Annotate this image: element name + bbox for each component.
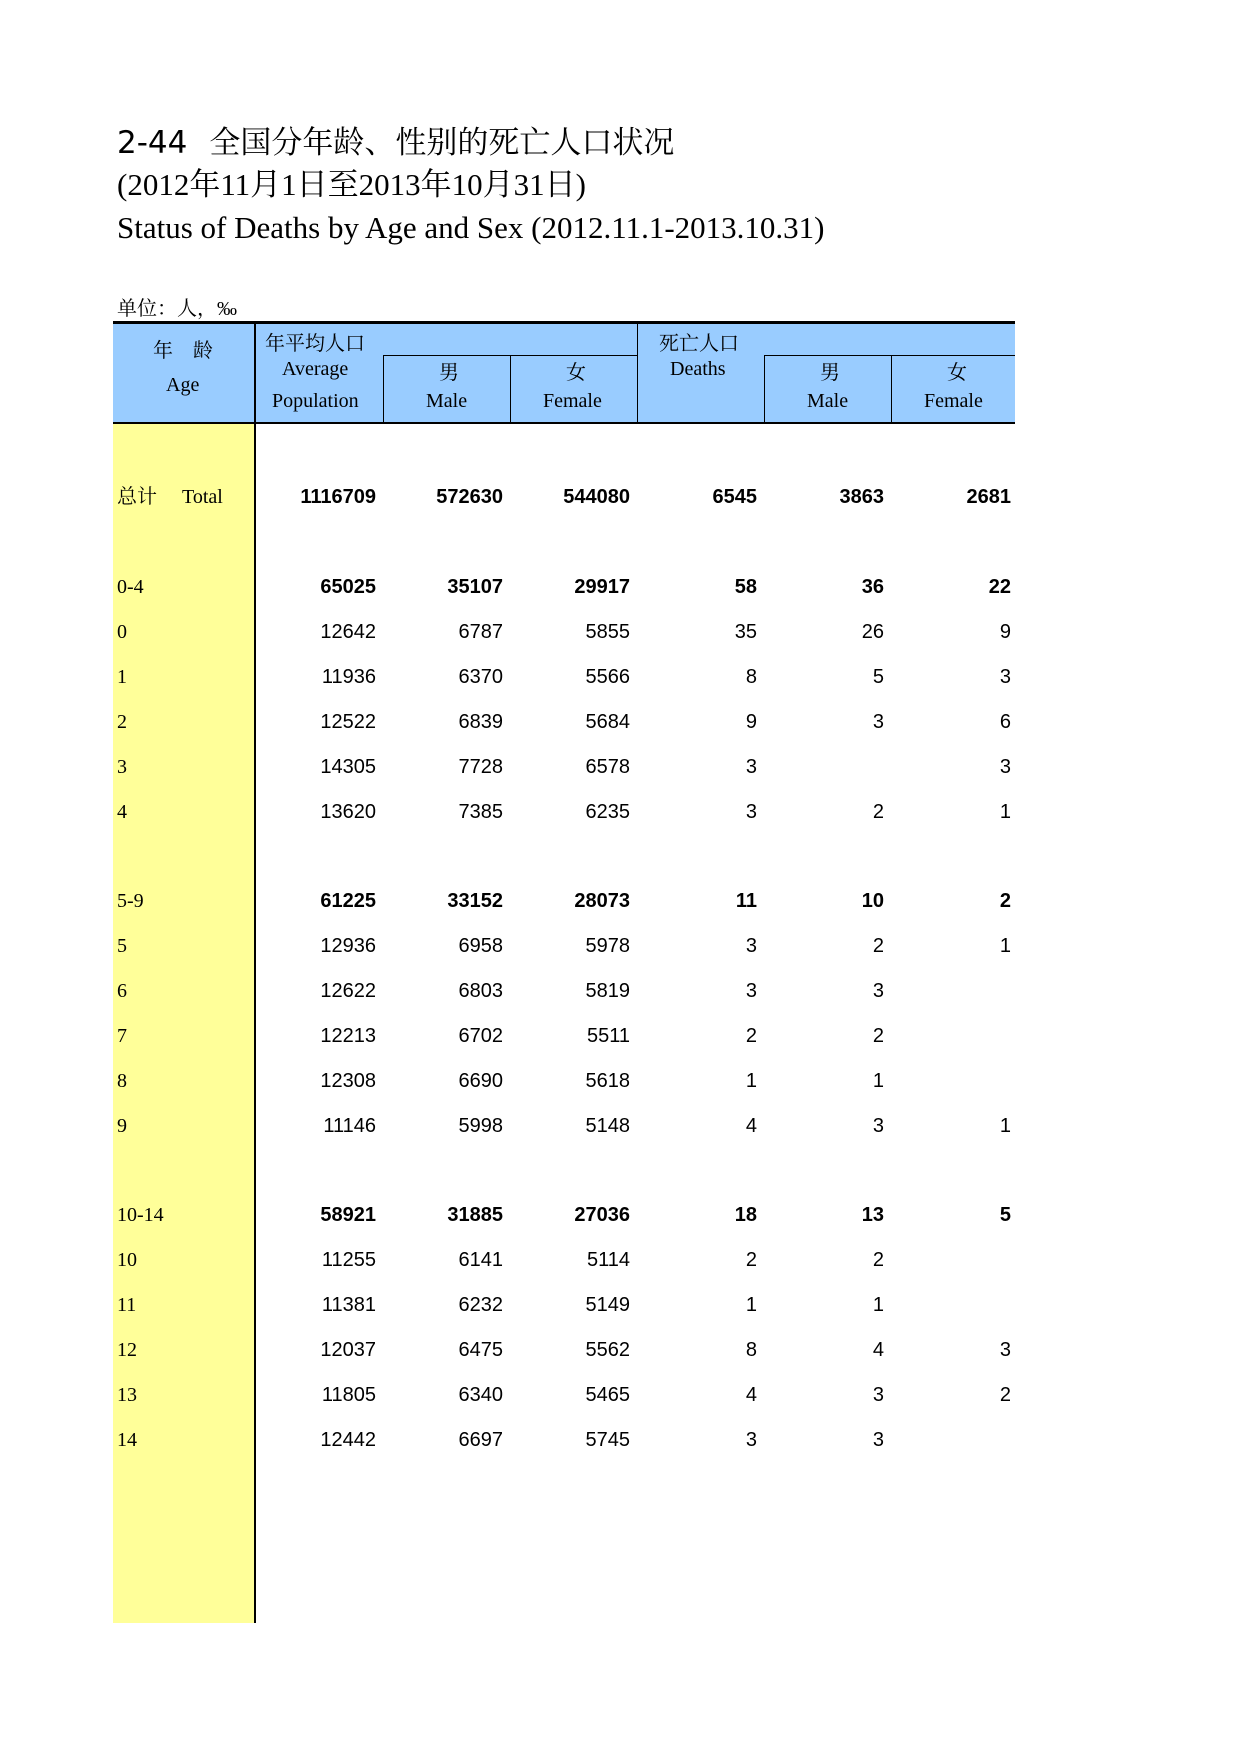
value-cell: 58 [734, 576, 757, 598]
age-cell: 5 [117, 935, 127, 957]
table-header [113, 324, 1015, 424]
table-row [113, 652, 1015, 702]
value-cell: 58921 [320, 1204, 376, 1226]
value-cell: 3 [745, 801, 757, 823]
table-row [113, 697, 1015, 747]
header-avg-pop-cn: 年平均人口 [265, 333, 365, 355]
value-cell: 4 [872, 1339, 884, 1361]
header-age-cn: 年 龄 [153, 340, 213, 362]
value-cell: 12037 [320, 1339, 376, 1361]
value-cell: 3 [872, 980, 884, 1002]
value-cell: 5465 [585, 1384, 630, 1406]
age-cell: 7 [117, 1025, 127, 1047]
header-avg-pop-en2: Population [272, 390, 359, 412]
value-cell: 3 [999, 756, 1011, 778]
table-row [113, 1056, 1015, 1106]
value-cell: 14305 [320, 756, 376, 778]
age-cell: 0 [117, 621, 127, 643]
value-cell: 11146 [323, 1115, 376, 1137]
value-cell: 18 [734, 1204, 757, 1226]
title-period: (2012年11月1日至2013年10月31日) [117, 167, 586, 202]
value-cell: 10 [861, 890, 884, 912]
value-cell: 2681 [966, 486, 1011, 508]
header-subline-deaths [764, 355, 1015, 356]
value-cell: 5148 [585, 1115, 630, 1137]
header-male-cn: 男 [439, 362, 459, 384]
table-row [113, 1101, 1015, 1151]
value-cell: 1 [745, 1294, 757, 1316]
table-row [113, 921, 1015, 971]
value-cell: 1 [999, 801, 1011, 823]
header-avg-pop-en1: Average [282, 358, 349, 380]
value-cell: 6839 [458, 711, 503, 733]
value-cell: 12622 [320, 980, 376, 1002]
value-cell: 7385 [458, 801, 503, 823]
header-age-en: Age [166, 374, 200, 396]
title-block [117, 122, 824, 250]
value-cell: 12522 [320, 711, 376, 733]
value-cell: 544080 [563, 486, 630, 508]
age-cell: 总计 Total [117, 486, 223, 508]
value-cell: 28073 [574, 890, 630, 912]
age-cell: 12 [117, 1339, 137, 1361]
value-cell: 6787 [458, 621, 503, 643]
value-cell: 2 [999, 1384, 1011, 1406]
title-cn [117, 122, 824, 164]
value-cell: 6578 [585, 756, 630, 778]
table-row [113, 1325, 1015, 1375]
value-cell: 1 [745, 1070, 757, 1092]
title-en: Status of Deaths by Age and Sex (2012.11.1-2013.10.31) [117, 210, 825, 245]
value-cell: 26 [861, 621, 884, 643]
table-row [113, 742, 1015, 792]
age-cell: 11 [117, 1294, 137, 1316]
value-cell: 27036 [574, 1204, 630, 1226]
table-row [113, 787, 1015, 837]
header-deaths-en: Deaths [670, 358, 726, 380]
table-subtotal-row [113, 562, 1015, 612]
value-cell: 65025 [320, 576, 376, 598]
value-cell: 1 [872, 1070, 884, 1092]
value-cell: 5 [872, 666, 884, 688]
age-cell: 10 [117, 1249, 137, 1271]
table-row [113, 1415, 1015, 1465]
age-cell: 8 [117, 1070, 127, 1092]
age-cell: 5-9 [117, 890, 144, 912]
value-cell: 5149 [585, 1294, 630, 1316]
header-female-cn: 女 [566, 362, 586, 384]
value-cell: 3 [745, 935, 757, 957]
value-cell: 31885 [447, 1204, 503, 1226]
value-cell: 1116709 [300, 486, 376, 508]
value-cell: 5998 [458, 1115, 503, 1137]
value-cell: 12308 [320, 1070, 376, 1092]
age-cell: 14 [117, 1429, 137, 1451]
value-cell: 2 [872, 1249, 884, 1271]
value-cell: 2 [999, 890, 1011, 912]
value-cell: 3 [745, 980, 757, 1002]
value-cell: 12642 [320, 621, 376, 643]
age-cell: 2 [117, 711, 127, 733]
value-cell: 6232 [458, 1294, 503, 1316]
value-cell: 6475 [458, 1339, 503, 1361]
value-cell: 5978 [585, 935, 630, 957]
value-cell: 7728 [458, 756, 503, 778]
header-divider-1 [383, 355, 384, 422]
value-cell: 1 [999, 935, 1011, 957]
age-cell: 0-4 [117, 576, 144, 598]
value-cell: 11 [735, 890, 757, 912]
value-cell: 6340 [458, 1384, 503, 1406]
value-cell: 11381 [321, 1294, 376, 1316]
age-cell: 3 [117, 756, 127, 778]
header-deaths-male-cn: 男 [820, 362, 840, 384]
value-cell: 5511 [586, 1025, 630, 1047]
value-cell: 3 [999, 666, 1011, 688]
header-deaths-male-en: Male [807, 390, 849, 412]
value-cell: 2 [872, 801, 884, 823]
value-cell: 6690 [458, 1070, 503, 1092]
value-cell: 8 [745, 1339, 757, 1361]
title-cn-text: 全国分年龄、性别的死亡人口状况 [209, 125, 675, 161]
header-divider-4 [764, 355, 765, 422]
header-deaths-cn: 死亡人口 [659, 333, 739, 355]
value-cell: 9 [999, 621, 1011, 643]
value-cell: 5618 [585, 1070, 630, 1092]
table-row [113, 1280, 1015, 1330]
value-cell: 1 [872, 1294, 884, 1316]
age-cell: 1 [117, 666, 127, 688]
value-cell: 9 [745, 711, 757, 733]
table-subtotal-row [113, 472, 1015, 522]
value-cell: 3 [872, 1115, 884, 1137]
value-cell: 3 [999, 1339, 1011, 1361]
value-cell: 12936 [320, 935, 376, 957]
value-cell: 1 [999, 1115, 1011, 1137]
value-cell: 6803 [458, 980, 503, 1002]
value-cell: 35 [734, 621, 757, 643]
table-subtotal-row [113, 876, 1015, 926]
value-cell: 12213 [320, 1025, 376, 1047]
value-cell: 572630 [436, 486, 503, 508]
value-cell: 12442 [320, 1429, 376, 1451]
value-cell: 3 [745, 1429, 757, 1451]
age-cell: 4 [117, 801, 127, 823]
header-divider-3 [637, 324, 638, 422]
value-cell: 35107 [447, 576, 503, 598]
value-cell: 5684 [585, 711, 630, 733]
table-number: 2-44 [117, 125, 188, 161]
value-cell: 4 [745, 1115, 757, 1137]
value-cell: 5114 [586, 1249, 630, 1271]
value-cell: 11805 [321, 1384, 376, 1406]
table-row [113, 1370, 1015, 1420]
value-cell: 5819 [585, 980, 630, 1002]
value-cell: 2 [872, 935, 884, 957]
value-cell: 6697 [458, 1429, 503, 1451]
header-deaths-female-cn: 女 [947, 362, 967, 384]
value-cell: 5855 [585, 621, 630, 643]
value-cell: 33152 [447, 890, 503, 912]
header-divider-5 [891, 355, 892, 422]
value-cell: 6702 [458, 1025, 503, 1047]
value-cell: 8 [745, 666, 757, 688]
age-cell: 10-14 [117, 1204, 164, 1226]
value-cell: 22 [988, 576, 1011, 598]
table-subtotal-row [113, 1190, 1015, 1240]
value-cell: 6958 [458, 935, 503, 957]
table-row [113, 607, 1015, 657]
value-cell: 6235 [585, 801, 630, 823]
age-cell: 13 [117, 1384, 137, 1406]
value-cell: 11936 [321, 666, 376, 688]
value-cell: 3863 [839, 486, 884, 508]
table-row [113, 1011, 1015, 1061]
value-cell: 6370 [458, 666, 503, 688]
value-cell: 2 [872, 1025, 884, 1047]
value-cell: 3 [872, 711, 884, 733]
age-cell: 6 [117, 980, 127, 1002]
age-cell: 9 [117, 1115, 127, 1137]
table-row [113, 1235, 1015, 1285]
value-cell: 6 [999, 711, 1011, 733]
header-divider-age [254, 324, 256, 422]
value-cell: 2 [745, 1249, 757, 1271]
value-cell: 11255 [321, 1249, 376, 1271]
value-cell: 6545 [712, 486, 757, 508]
header-male-en: Male [426, 390, 468, 412]
header-divider-2 [510, 355, 511, 422]
value-cell: 5745 [585, 1429, 630, 1451]
value-cell: 13620 [320, 801, 376, 823]
value-cell: 3 [745, 756, 757, 778]
value-cell: 5566 [585, 666, 630, 688]
value-cell: 29917 [574, 576, 630, 598]
value-cell: 3 [872, 1384, 884, 1406]
header-deaths-female-en: Female [924, 390, 983, 412]
value-cell: 4 [745, 1384, 757, 1406]
value-cell: 3 [872, 1429, 884, 1451]
value-cell: 36 [861, 576, 884, 598]
value-cell: 5 [999, 1204, 1011, 1226]
unit-label: 单位：人，‰ [117, 298, 237, 320]
header-female-en: Female [543, 390, 602, 412]
table-row [113, 966, 1015, 1016]
value-cell: 61225 [320, 890, 376, 912]
value-cell: 2 [745, 1025, 757, 1047]
value-cell: 6141 [458, 1249, 503, 1271]
value-cell: 5562 [585, 1339, 630, 1361]
value-cell: 13 [861, 1204, 884, 1226]
